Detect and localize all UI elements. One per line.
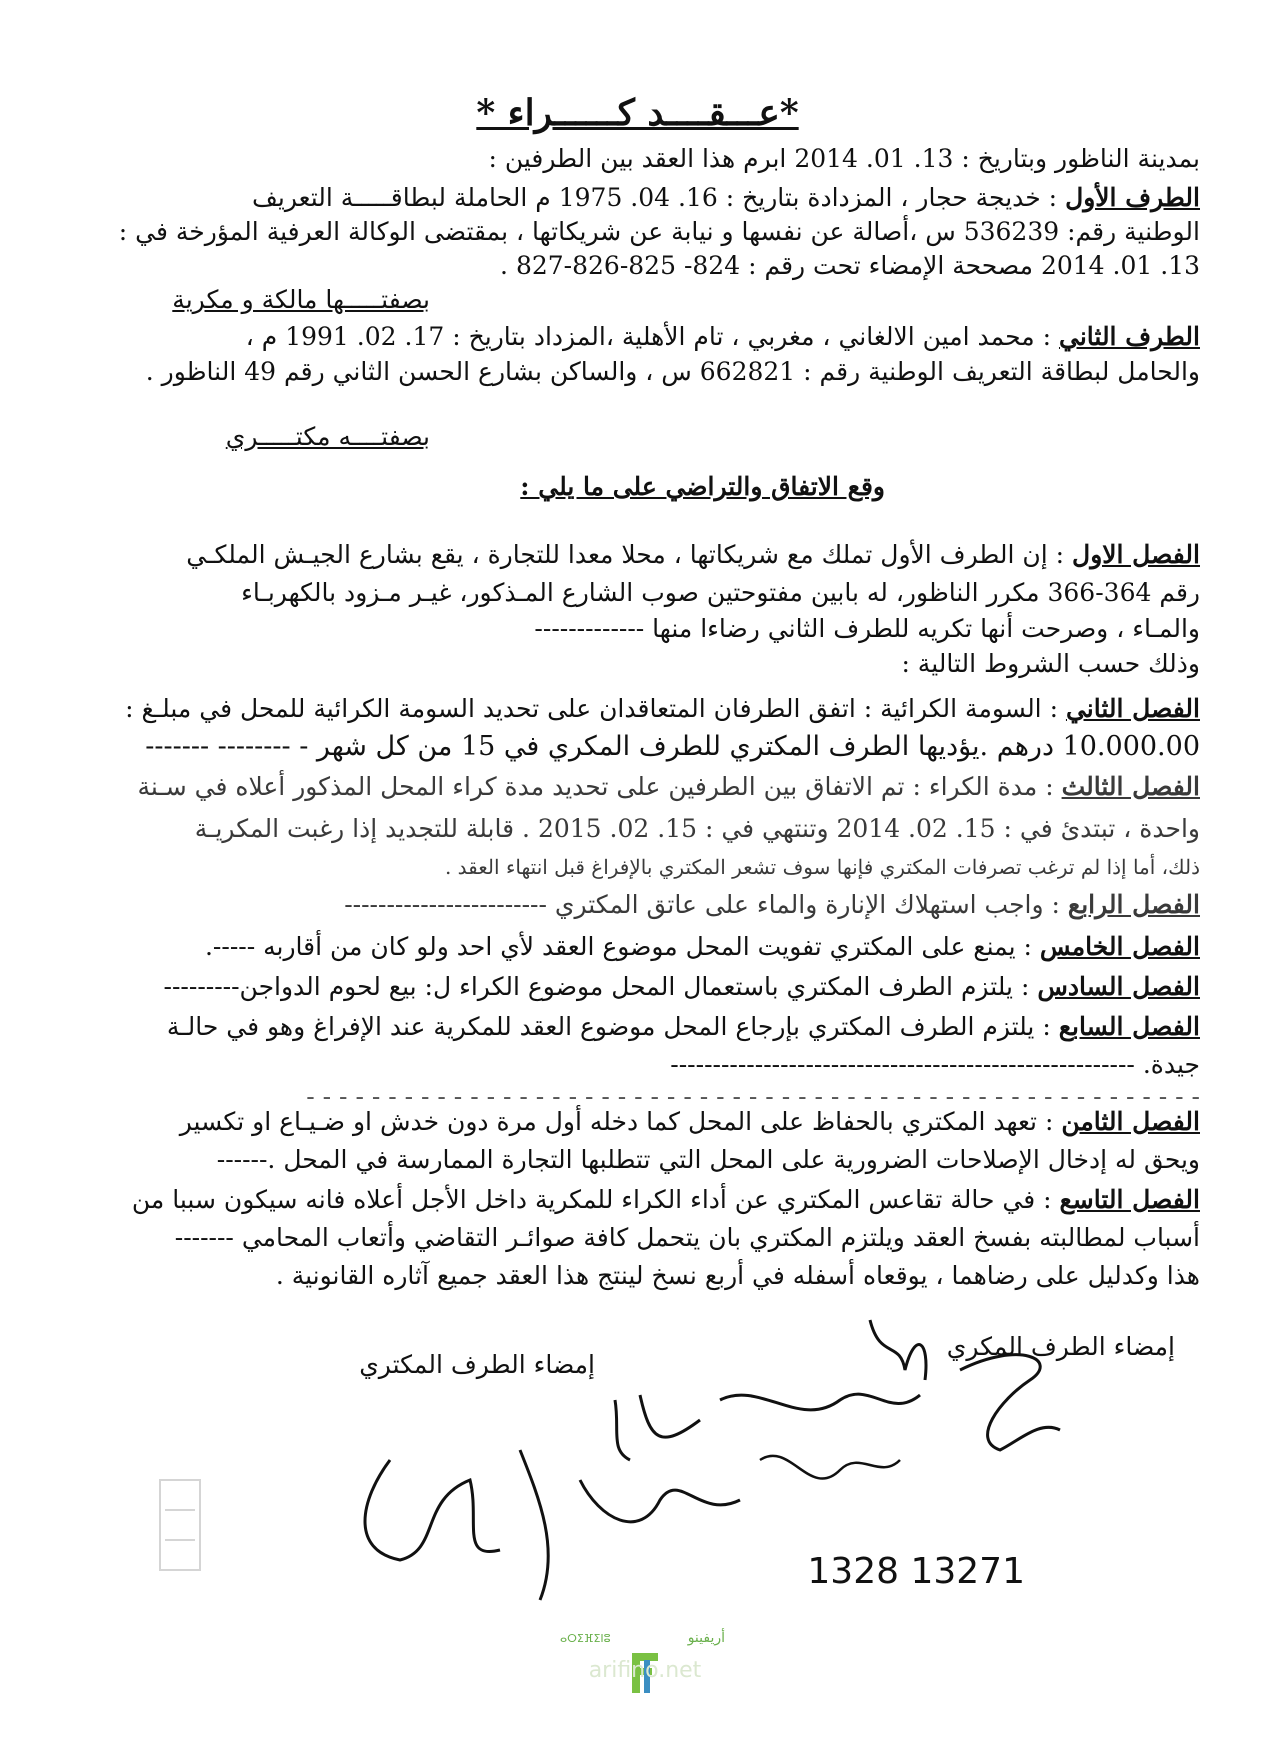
clause7-text1: : يلتزم الطرف المكتري بإرجاع المحل موضوع العقد للمكرية عند الإفراغ وهو في حالـة [166,1012,1051,1041]
party1-line2: الوطنية رقم: 536239 س ،أصالة عن نفسها و نيابة عن شريكاتها ، بمقتضى الوكالة العرفية المؤرخة في : [118,217,1200,246]
clause6-line [70,970,1200,1004]
clause8-text1: : تعهد المكتري بالحفاظ على المحل كما دخله أول مرة دون خدش او ضـيـاع او تكسير [179,1107,1054,1136]
clause1-label: الفصل الاول [1072,540,1200,569]
watermark-arabic: أريفينو [687,1630,725,1646]
party1-label: الطرف الأول [1065,183,1200,212]
clause4-label: الفصل الرابع [1067,890,1200,919]
clause6-text: : يلتزم الطرف المكتري باستعمال المحل موضوع الكراء ل: بيع لحوم الدواجن--------- [163,972,1030,1001]
arifino-watermark [555,1630,735,1710]
clause4-line [70,888,1200,922]
clause8-line2: ويحق له إدخال الإصلاحات الضرورية على المحل التي تتطلبها التجارة الممارسة في المحل .------ [216,1145,1200,1174]
clause3-label: الفصل الثالث [1061,772,1200,801]
clause7-label: الفصل السابع [1058,1012,1200,1041]
clause5-label: الفصل الخامس [1039,932,1200,961]
clause6-label: الفصل السادس [1037,972,1200,1001]
clause7-line1 [70,1010,1200,1044]
clause9-line3: هذا وكدليل على رضاهما ، يوقعاه أسفله في أربع نسخ لينتج هذا العقد جميع آثاره القانونية . [275,1261,1200,1290]
clause1-text1: : إن الطرف الأول تملك مع شريكاتها ، محلا معدا للتجارة ، يقع بشارع الجيـش الملكـي [186,540,1065,569]
lessee-signature-label: إمضاء الطرف المكتري [359,1350,595,1379]
party1-line1 [70,181,1200,215]
watermark-amazigh: ⴰⵔⵉⴼⵉⵏⵓ [560,1632,611,1645]
separator-dashes: - - - - - - - - - - - - - - - - - - - - - - - - - - - - - - - - - - - - - - - - - - - - - - - - - - - - - - - [306,1082,1200,1111]
party2-text1: : محمد امين الالغاني ، مغربي ، تام الأهلية ،المزداد بتاريخ : 17. 02. 1991 م ، [245,322,1052,351]
clause9-label: الفصل التاسع [1059,1185,1200,1214]
clause1-line1 [70,538,1200,572]
clause3-line2: واحدة ، تبتدئ في : 15. 02. 2014 وتنتهي في : 15. 02. 2015 . قابلة للتجديد إذا رغبت المكريـة [194,814,1200,843]
clause1-line2: رقم 364-366 مكرر الناظور، له بابين مفتوحتين صوب الشارع المـذكور، غيـر مـزود بالكهربـاء [241,578,1200,607]
clause9-line1 [70,1183,1200,1217]
intro-line: بمدينة الناظور وبتاريخ : 13. 01. 2014 ابرم هذا العقد بين الطرفين : [488,144,1200,173]
clause5-text: : يمنع على المكتري تفويت المحل موضوع العقد لأي احد ولو كان من أقاربه -----. [204,932,1032,961]
lessor-signature-label: إمضاء الطرف المكري [946,1332,1175,1361]
stamp-mark [150,1470,210,1580]
clause1-line3: والمـاء ، وصرحت أنها تكريه للطرف الثاني رضاءا منها ------------- [534,614,1200,643]
clause3-line1 [70,770,1200,804]
clause5-line [70,930,1200,964]
clause9-line2: أسباب لمطالبته بفسخ العقد ويلتزم المكتري بان يتحمل كافة صوائـر التقاضي وأتعاب المحامي ------- [174,1223,1200,1252]
document-title: *عـــقــــد كــــــراء * [476,92,799,134]
clause9-text1: : في حالة تقاعس المكتري عن أداء الكراء للمكرية داخل الأجل أعلاه فانه سيكون سببا من [131,1185,1052,1214]
handwritten-numbers: 13271 1328 [807,1555,1025,1589]
clause4-text: : واجب استهلاك الإنارة والماء على عاتق المكتري ------------------------ [344,890,1060,919]
clause2-text1: : السومة الكرائية : اتفق الطرفان المتعاقدان على تحديد السومة الكرائية للمحل في مبلـغ : [125,694,1058,723]
party1-line3: 13. 01. 2014 مصححة الإمضاء تحت رقم : 824- 825-826-827 . [500,251,1200,280]
party1-capacity: بصفتـــــها مالكة و مكرية [172,285,430,314]
clause2-line1 [70,692,1200,726]
party2-line2: والحامل لبطاقة التعريف الوطنية رقم : 662821 س ، والساكن بشارع الحسن الثاني رقم 49 الناظور . [145,357,1200,386]
party1-text1: : خديجة حجار ، المزدادة بتاريخ : 16. 04. 1975 م الحاملة لبطاقـــــة التعريف [252,183,1058,212]
clause7-line2: جيدة. ------------------------------------------------------- [670,1050,1200,1079]
agreement-heading: وقع الاتفاق والتراضي على ما يلي : [520,472,885,501]
clause3-text1: : مدة الكراء : تم الاتفاق بين الطرفين على تحديد مدة كراء المحل المذكور أعلاه في سـنة [137,772,1054,801]
clause8-label: الفصل الثامن [1061,1107,1200,1136]
clause2-label: الفصل الثاني [1065,694,1200,723]
party2-capacity: بصفتــــه مكتـــــري [225,422,430,451]
watermark-latin: arifino.net [588,1658,702,1683]
party2-label: الطرف الثاني [1058,322,1200,351]
clause3-line3: ذلك، أما إذا لم ترغب تصرفات المكتري فإنها سوف تشعر المكتري بالإفراغ قبل انتهاء العقد . [444,855,1200,879]
party2-line1 [70,320,1200,354]
clause2-line2: 10.000.00 درهم .يؤديها الطرف المكتري للطرف المكري في 15 من كل شهر - -------- ------- [145,731,1200,762]
clause8-line1 [70,1105,1200,1139]
clause1-line4: وذلك حسب الشروط التالية : [901,649,1200,678]
